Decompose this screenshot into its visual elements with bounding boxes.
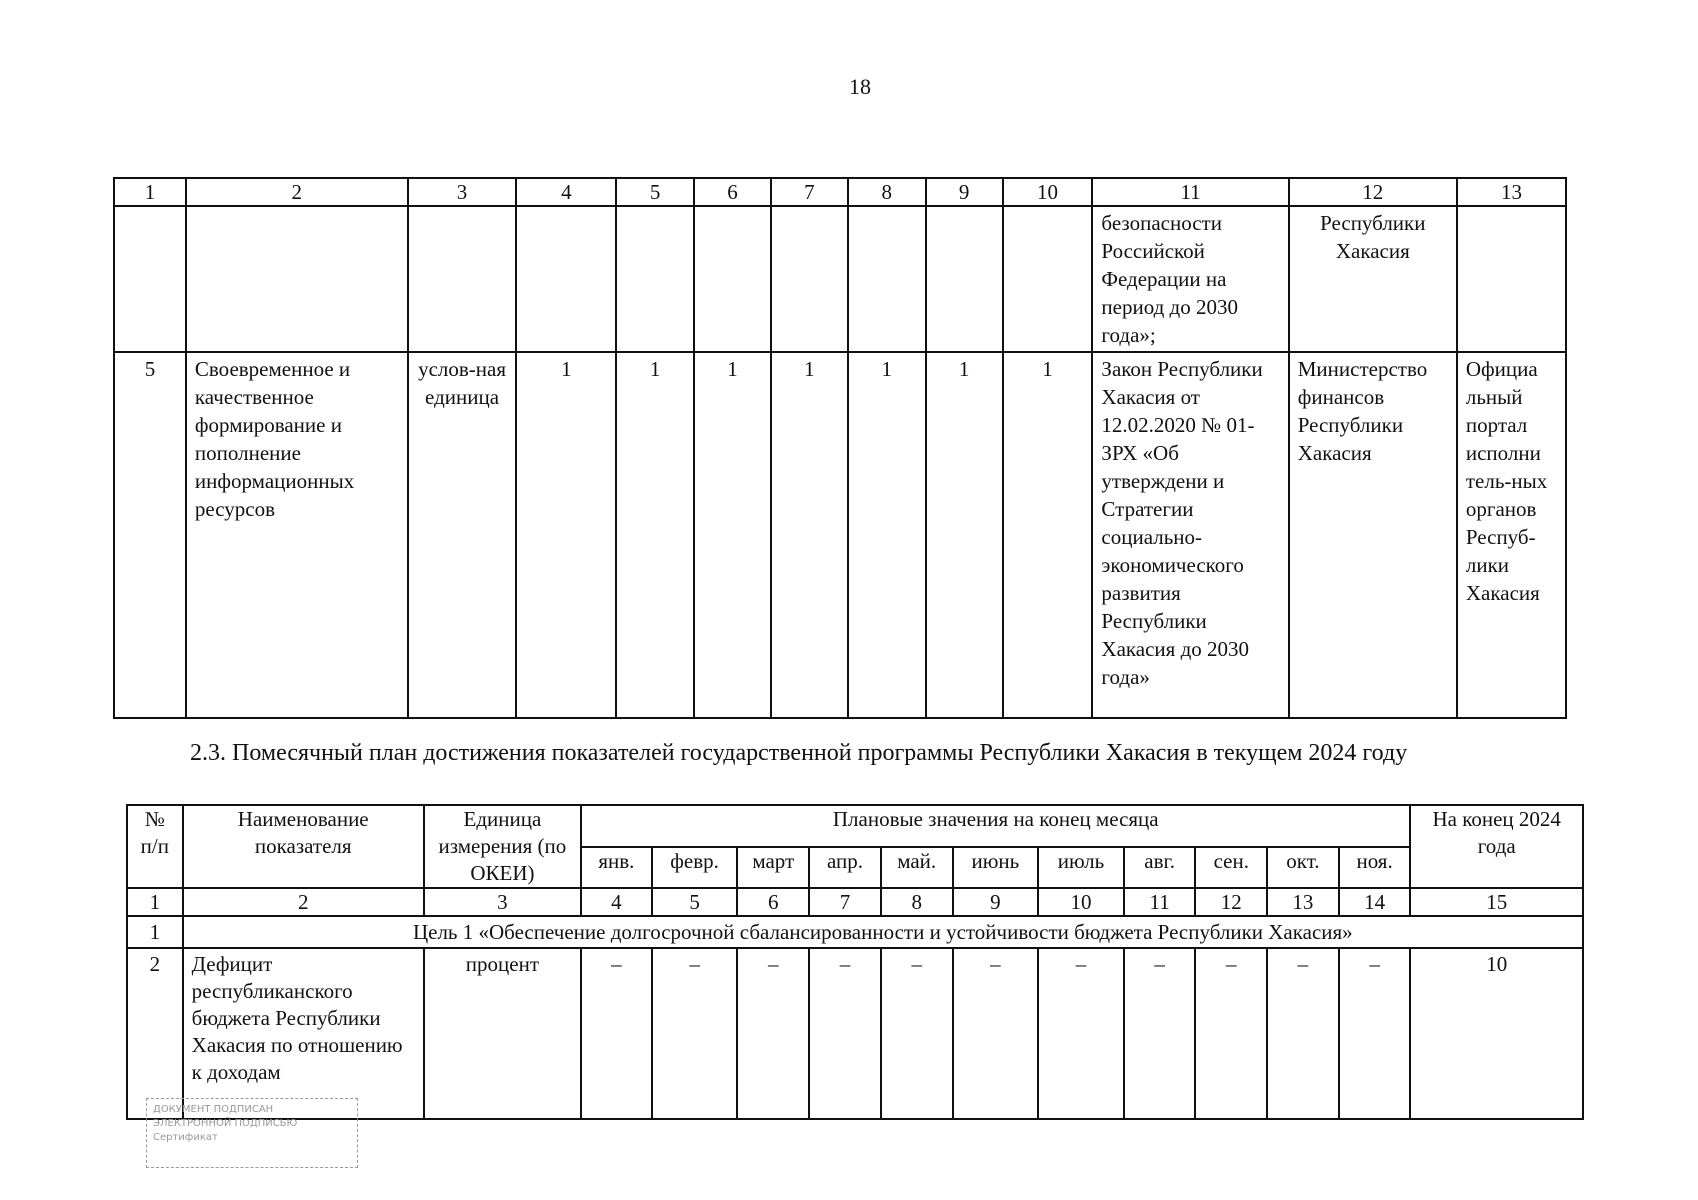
unit-cell: услов-ная единица (408, 352, 517, 718)
month-value: – (881, 948, 953, 1119)
goal-text: Цель 1 «Обеспечение долгосрочной сбалансированности и устойчивости бюджета Республики Хакасия» (183, 916, 1583, 948)
col-num-cell: 6 (694, 178, 771, 206)
col-num-cell: 15 (1410, 888, 1583, 916)
table-row (114, 206, 1566, 352)
col-num-cell: 9 (953, 888, 1039, 916)
month-value: – (1124, 948, 1196, 1119)
month-header: окт. (1267, 847, 1339, 889)
unit-cell: процент (424, 948, 581, 1119)
header-plan: Плановые значения на конец месяца (581, 805, 1410, 847)
month-header: апр. (809, 847, 881, 889)
month-value: – (1267, 948, 1339, 1119)
stamp-line: Сертификат (153, 1132, 218, 1143)
col-num-cell: 4 (581, 888, 652, 916)
value-cell: 1 (516, 352, 616, 718)
stamp-line: ЭЛЕКТРОННОЙ ПОДПИСЬЮ (153, 1118, 298, 1129)
stamp-line: ДОКУМЕНТ ПОДПИСАН (153, 1104, 274, 1115)
col-num-cell: 2 (183, 888, 424, 916)
value-cell: 1 (926, 352, 1003, 718)
header-end: На конец 2024 года (1410, 805, 1583, 888)
value-cell: 1 (1003, 352, 1093, 718)
value-cell: 1 (771, 352, 848, 718)
row-number: 1 (127, 916, 183, 948)
month-header: март (737, 847, 809, 889)
signature-stamp (146, 1098, 358, 1168)
col-num-cell: 8 (848, 178, 926, 206)
col-num-cell: 12 (1289, 178, 1457, 206)
information-system-cell: Официа льный портал исполни тель-ных органов Респуб-лики Хакасия (1457, 352, 1566, 718)
responsible-cell: Министерство финансов Республики Хакасия (1289, 352, 1457, 718)
month-header: июль (1038, 847, 1124, 889)
header-num: № п/п (127, 805, 183, 888)
page-number: 18 (849, 74, 871, 99)
col-num-cell: 13 (1457, 178, 1566, 206)
header-name: Наименование показателя (183, 805, 424, 888)
col-num-cell: 6 (737, 888, 809, 916)
value-cell: 1 (694, 352, 771, 718)
col-num-cell: 2 (186, 178, 408, 206)
col-num-cell: 11 (1092, 178, 1288, 206)
col-num-cell: 9 (926, 178, 1003, 206)
value-cell: 1 (616, 352, 694, 718)
month-value: – (581, 948, 652, 1119)
col-num-cell: 8 (881, 888, 953, 916)
col-num-cell: 7 (809, 888, 881, 916)
column-number-row (127, 888, 1583, 916)
month-value: – (1038, 948, 1124, 1119)
month-header: янв. (581, 847, 652, 889)
value-cell: 1 (848, 352, 926, 718)
col-num-cell: 3 (408, 178, 517, 206)
indicator-name: Своевременное и качественное формирование и пополнение информационных ресурсов (186, 352, 408, 718)
col-num-cell: 1 (127, 888, 183, 916)
month-header: февр. (652, 847, 738, 889)
header-row (127, 805, 1583, 847)
col-num-cell: 7 (771, 178, 848, 206)
month-header: июнь (953, 847, 1039, 889)
month-header: сен. (1195, 847, 1267, 889)
indicators-table (113, 177, 1567, 719)
col-num-cell: 10 (1003, 178, 1093, 206)
month-value: – (809, 948, 881, 1119)
col-num-cell: 3 (424, 888, 581, 916)
responsible-cell: Республики Хакасия (1289, 206, 1457, 352)
table-row (127, 948, 1583, 1119)
basis-document-cell: безопасности Российской Федерации на период до 2030 года»; (1092, 206, 1288, 352)
month-header: май. (881, 847, 953, 889)
col-num-cell: 5 (652, 888, 738, 916)
year-end-value: 10 (1410, 948, 1583, 1119)
col-num-cell: 10 (1038, 888, 1124, 916)
goal-row (127, 916, 1583, 948)
col-num-cell: 12 (1195, 888, 1267, 916)
month-value: – (1339, 948, 1411, 1119)
col-num-cell: 4 (516, 178, 616, 206)
col-num-cell: 14 (1339, 888, 1411, 916)
basis-document-cell: Закон Республики Хакасия от 12.02.2020 № 01-ЗРХ «Об утверждени и Стратегии социально-экономического развития Республики Хакасия до 2030 года» (1092, 352, 1288, 718)
column-number-row (114, 178, 1566, 206)
month-header: ноя. (1339, 847, 1411, 889)
col-num-cell: 11 (1124, 888, 1196, 916)
col-num-cell: 5 (616, 178, 694, 206)
month-header: авг. (1124, 847, 1196, 889)
col-num-cell: 13 (1267, 888, 1339, 916)
monthly-plan-table (126, 804, 1584, 1120)
indicator-name: Дефицит республиканского бюджета Республики Хакасия по отношению к доходам (183, 948, 424, 1119)
row-number: 2 (127, 948, 183, 1119)
table-row (114, 352, 1566, 718)
header-unit: Единица измерения (по ОКЕИ) (424, 805, 581, 888)
col-num-cell: 1 (114, 178, 186, 206)
row-number: 5 (114, 352, 186, 718)
month-value: – (737, 948, 809, 1119)
month-value: – (652, 948, 738, 1119)
month-value: – (953, 948, 1039, 1119)
section-title: 2.3. Помесячный план достижения показателей государственной программы Республики Хакасия в текущем 2024 году (190, 740, 1408, 766)
month-value: – (1195, 948, 1267, 1119)
